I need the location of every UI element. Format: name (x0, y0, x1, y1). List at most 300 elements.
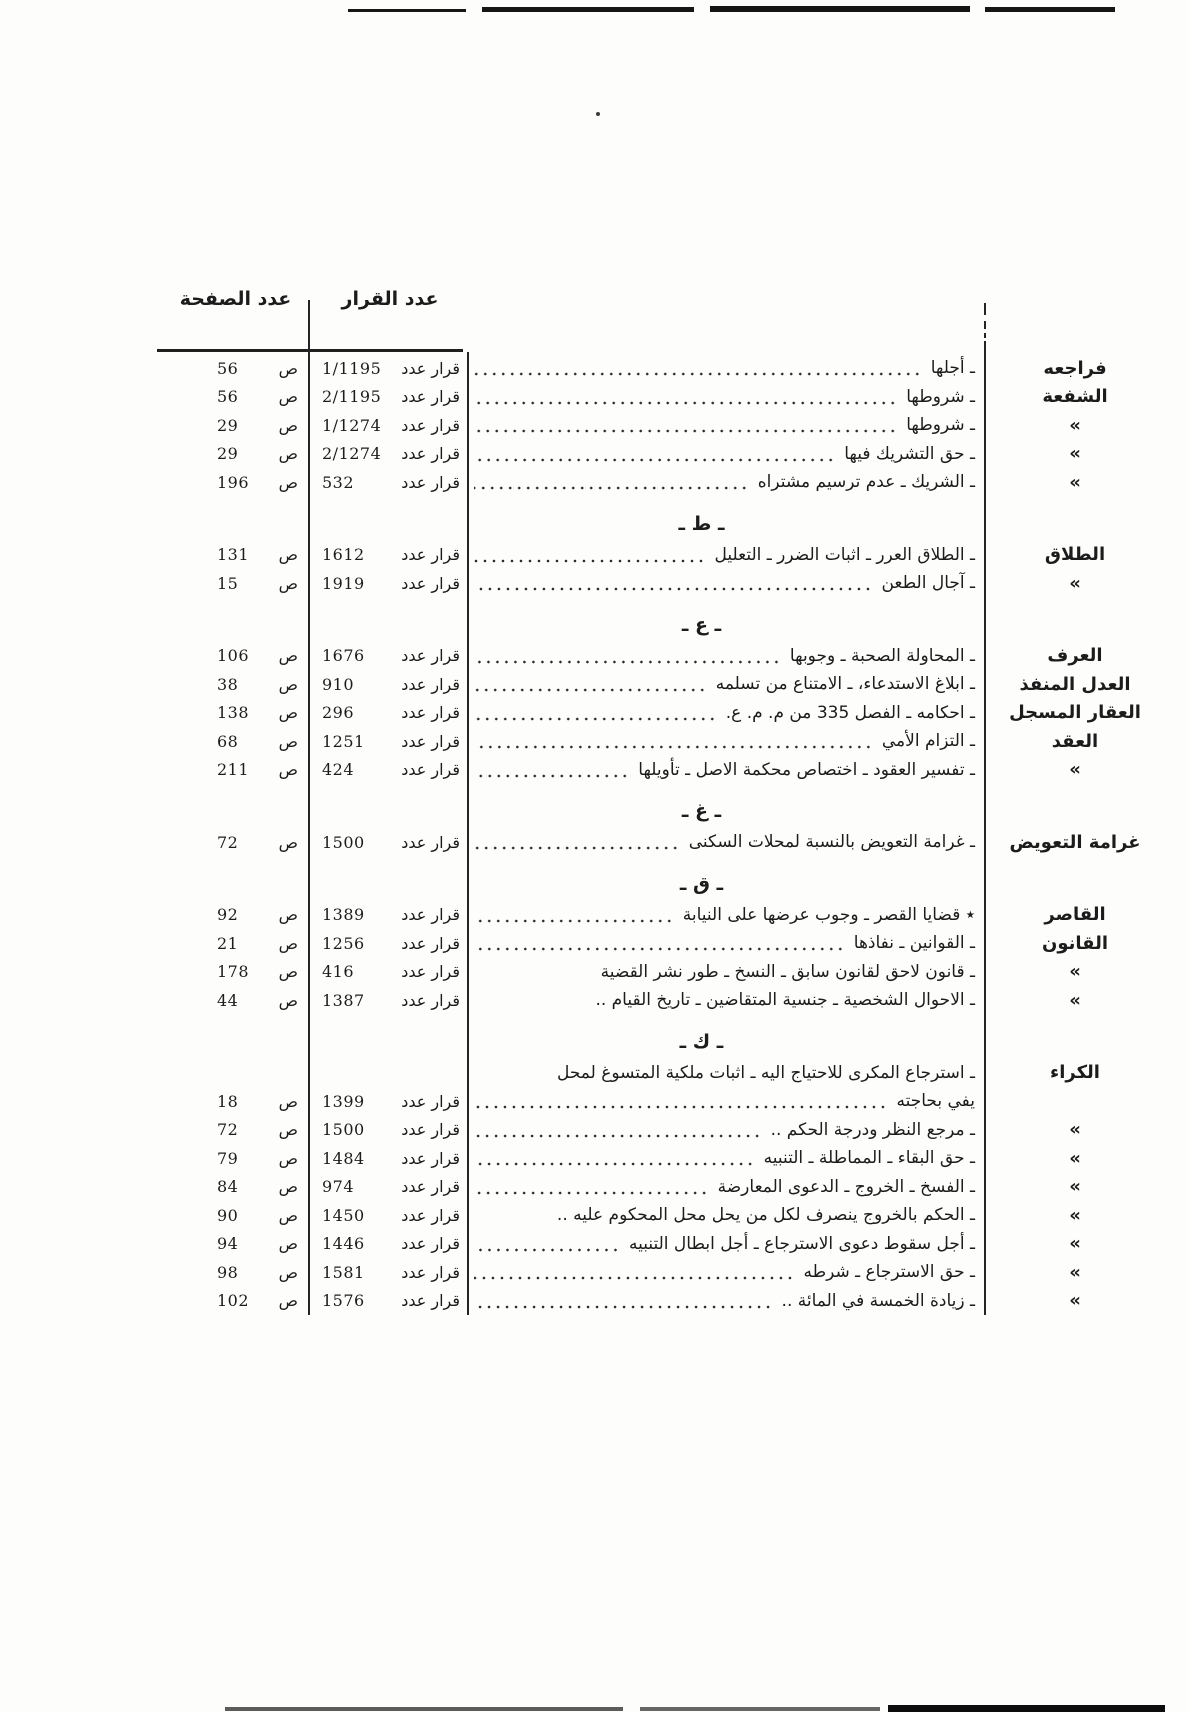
entry-text: ـ الاحوال الشخصية ـ جنسية المتقاضين ـ تاريخ القيام .. (595, 990, 975, 1011)
entry-cell (468, 756, 985, 785)
dotted-leader (474, 457, 835, 463)
decision-label: قرار عدد (401, 674, 460, 694)
category-label: » (1069, 1233, 1081, 1255)
table-row (159, 1201, 1165, 1230)
page-number: 211 (217, 760, 250, 780)
page-label: ص (278, 760, 298, 780)
decision-label: قرار عدد (401, 933, 460, 953)
page-cell (159, 1230, 312, 1259)
entry-cell (468, 1144, 985, 1173)
page-number: 44 (217, 990, 239, 1010)
decision-label: قرار عدد (401, 760, 460, 780)
decision-number: 1389 (322, 905, 365, 925)
section-row (159, 598, 1165, 642)
decision-label: قرار عدد (401, 1291, 460, 1311)
entry-text: ـ احكامه ـ الفصل 335 من م. م. ع. (725, 702, 975, 723)
decision-cell (312, 901, 468, 930)
page-label: ص (278, 832, 298, 852)
page-label: ص (278, 1091, 298, 1111)
page-number: 29 (217, 415, 239, 435)
section-letter: ـ ك ـ (679, 1030, 724, 1053)
page-number: 106 (217, 646, 250, 666)
entry-text: ـ تفسير العقود ـ اختصاص محكمة الاصل ـ تأويلها (638, 759, 975, 780)
page-cell (159, 901, 312, 930)
entry-cell (468, 1201, 985, 1230)
entry-text: ـ حق التشريك فيها (844, 443, 975, 464)
dotted-leader (474, 1247, 620, 1253)
table-row (159, 1087, 1165, 1116)
decision-number: 1/1274 (322, 415, 382, 435)
decision-label: قرار عدد (401, 962, 460, 982)
dotted-leader (474, 1161, 755, 1167)
category-cell (985, 986, 1165, 1015)
page-number: 196 (217, 472, 250, 492)
table-row (159, 440, 1165, 469)
category-cell (985, 1201, 1165, 1230)
table-row (159, 468, 1165, 497)
entry-text: ـ استرجاع المكرى للاحتياج اليه ـ اثبات ملكية المتسوغ لمحل (556, 1062, 975, 1083)
table-row (159, 929, 1165, 958)
category-label: العدل المنفذ (1019, 673, 1131, 695)
decision-cell (312, 468, 468, 497)
entry-text: ـ الطلاق العرر ـ اثبات الضرر ـ التعليل (714, 544, 975, 565)
dotted-leader (474, 400, 897, 406)
decision-number: 1256 (322, 933, 365, 953)
dotted-leader (474, 1133, 762, 1139)
page-number: 92 (217, 905, 239, 925)
category-label: القاصر (1044, 904, 1106, 926)
entry-cell (468, 642, 985, 671)
page-number: 29 (217, 444, 239, 464)
decision-number: 1387 (322, 990, 365, 1010)
category-label: » (1069, 572, 1081, 594)
decision-label: قرار عدد (401, 990, 460, 1010)
decision-label: قرار عدد (401, 444, 460, 464)
scan-artifact-bottom (640, 1707, 880, 1711)
table-row (159, 756, 1165, 785)
page-cell (159, 440, 312, 469)
page-number: 178 (217, 962, 250, 982)
decision-label: قرار عدد (401, 472, 460, 492)
dotted-leader (474, 1190, 709, 1196)
page-label: ص (278, 703, 298, 723)
entry-cell (468, 901, 985, 930)
category-cell (985, 958, 1165, 987)
entry-cell (468, 468, 985, 497)
entry-text: ـ ابلاغ الاستدعاء، ـ الامتناع من تسلمه (715, 674, 975, 695)
decision-label: قرار عدد (401, 1120, 460, 1140)
rule-entry-category-dash (984, 333, 986, 338)
decision-number: 974 (322, 1177, 355, 1197)
decision-cell (312, 699, 468, 728)
section-letter-wrap (468, 614, 985, 636)
table-row (159, 411, 1165, 440)
page-label: ص (278, 573, 298, 593)
table-row (159, 699, 1165, 728)
decision-cell (312, 440, 468, 469)
category-cell (985, 569, 1165, 598)
category-cell (985, 1087, 1165, 1116)
entry-text: ـ الشريك ـ عدم ترسيم مشتراه (757, 472, 975, 493)
table-row (159, 1258, 1165, 1287)
decision-number: 424 (322, 760, 355, 780)
page-label: ص (278, 990, 298, 1010)
table-body (159, 354, 1165, 1315)
decision-label: قرار عدد (401, 1091, 460, 1111)
entry-cell (468, 440, 985, 469)
page-label: ص (278, 1205, 298, 1225)
entry-text: ـ الحكم بالخروج ينصرف لكل من يحل محل المحكوم عليه .. (556, 1205, 975, 1226)
dotted-leader (474, 918, 674, 924)
decision-number: 1450 (322, 1205, 365, 1225)
category-cell (985, 411, 1165, 440)
decision-cell (312, 1116, 468, 1145)
page-label: ص (278, 933, 298, 953)
section-row (159, 1015, 1165, 1059)
entry-text: ـ مرجع النظر ودرجة الحكم .. (770, 1119, 975, 1140)
dotted-leader (474, 1275, 794, 1281)
category-label: الشفعة (1042, 386, 1108, 408)
entry-cell (468, 1287, 985, 1316)
decision-label: قرار عدد (401, 387, 460, 407)
category-cell (985, 727, 1165, 756)
category-cell (985, 1144, 1165, 1173)
page-number: 90 (217, 1205, 239, 1225)
decision-cell (312, 727, 468, 756)
page-cell (159, 468, 312, 497)
page-number: 138 (217, 703, 250, 723)
decision-label: قرار عدد (401, 1205, 460, 1225)
page-number: 21 (217, 933, 239, 953)
page-label: ص (278, 545, 298, 565)
category-cell (985, 1173, 1165, 1202)
category-cell (985, 541, 1165, 570)
category-label: » (1069, 1147, 1081, 1169)
scan-speck (596, 112, 600, 116)
decision-label: قرار عدد (401, 703, 460, 723)
entry-text: ـ آجال الطعن (881, 573, 975, 594)
decision-cell (312, 1087, 468, 1116)
section-row (159, 497, 1165, 541)
decision-number: 1576 (322, 1291, 365, 1311)
category-label: » (1069, 443, 1081, 465)
page-cell (159, 1201, 312, 1230)
decision-label: قرار عدد (401, 545, 460, 565)
category-cell (985, 383, 1165, 412)
category-label: فراجعه (1043, 357, 1107, 379)
scan-artifact-top (985, 7, 1115, 12)
decision-number: 416 (322, 962, 355, 982)
page-number: 15 (217, 573, 239, 593)
dotted-leader (474, 1104, 887, 1110)
decision-label: قرار عدد (401, 905, 460, 925)
decision-number: 1612 (322, 545, 365, 565)
page-cell (159, 569, 312, 598)
table-row (159, 569, 1165, 598)
entry-text: ـ شروطها (906, 386, 975, 407)
header-underline (157, 349, 463, 352)
page-number: 56 (217, 387, 239, 407)
page-cell (159, 642, 312, 671)
category-cell (985, 642, 1165, 671)
category-label: » (1069, 471, 1081, 493)
section-letter-wrap (468, 1031, 985, 1053)
decision-label: قرار عدد (401, 573, 460, 593)
page-label: ص (278, 646, 298, 666)
category-cell (985, 354, 1165, 383)
decision-cell (312, 569, 468, 598)
decision-cell (312, 929, 468, 958)
dotted-leader (474, 428, 897, 434)
decision-number: 1/1195 (322, 358, 382, 378)
entry-text: ـ قانون لاحق لقانون سابق ـ النسخ ـ طور نشر القضية (600, 961, 975, 982)
decision-number: 2/1274 (322, 444, 382, 464)
section-letter-wrap (468, 873, 985, 895)
decision-cell (312, 1201, 468, 1230)
page-number: 79 (217, 1148, 239, 1168)
decision-cell (312, 986, 468, 1015)
dotted-leader (474, 558, 705, 564)
decision-cell (312, 1144, 468, 1173)
entry-text: ـ حق البقاء ـ المماطلة ـ التنبيه (763, 1148, 975, 1169)
category-cell (985, 1059, 1165, 1088)
page-cell (159, 929, 312, 958)
table-row (159, 1287, 1165, 1316)
page-label: ص (278, 1234, 298, 1254)
entry-cell (468, 986, 985, 1015)
decision-number: 1446 (322, 1234, 365, 1254)
category-label: القانون (1041, 932, 1109, 954)
entry-cell (468, 383, 985, 412)
table-row (159, 1116, 1165, 1145)
entry-cell (468, 354, 985, 383)
dotted-leader (474, 659, 781, 665)
decision-number: 1484 (322, 1148, 365, 1168)
entry-text: ـ الفسخ ـ الخروج ـ الدعوى المعارضة (717, 1176, 975, 1197)
page-number: 84 (217, 1177, 239, 1197)
entry-cell (468, 1173, 985, 1202)
dotted-leader (474, 687, 707, 693)
page-label: ص (278, 1177, 298, 1197)
entry-cell (468, 1087, 985, 1116)
entry-text: ـ أجل سقوط دعوى الاسترجاع ـ أجل ابطال التنبيه (628, 1233, 975, 1254)
page-number: 68 (217, 731, 239, 751)
page-cell (159, 699, 312, 728)
page-label: ص (278, 905, 298, 925)
decision-number: 1500 (322, 1120, 365, 1140)
table-row (159, 1144, 1165, 1173)
entry-text: ـ غرامة التعويض بالنسبة لمحلات السكنى (688, 832, 975, 853)
decision-number: 1251 (322, 731, 365, 751)
decision-label: قرار عدد (401, 832, 460, 852)
page-label: ص (278, 1262, 298, 1282)
entry-cell (468, 1258, 985, 1287)
decision-number: 296 (322, 703, 355, 723)
decision-cell (312, 1059, 468, 1088)
category-label: » (1069, 1204, 1081, 1226)
decision-label: قرار عدد (401, 731, 460, 751)
page-cell (159, 986, 312, 1015)
table-row (159, 828, 1165, 857)
entry-text: ـ المحاولة الصحبة ـ وجوبها (789, 645, 975, 666)
decision-label: قرار عدد (401, 1262, 460, 1282)
category-cell (985, 1230, 1165, 1259)
decision-label: قرار عدد (401, 1177, 460, 1197)
decision-cell (312, 1173, 468, 1202)
dotted-leader (474, 1304, 773, 1310)
decision-number: 1919 (322, 573, 365, 593)
decision-cell (312, 411, 468, 440)
page-number: 72 (217, 1120, 239, 1140)
category-label: » (1069, 961, 1081, 983)
decision-cell (312, 958, 468, 987)
section-row (159, 857, 1165, 901)
decision-cell (312, 1230, 468, 1259)
table-row (159, 354, 1165, 383)
entry-cell (468, 1059, 985, 1088)
category-label: العقد (1051, 730, 1099, 752)
decision-label: قرار عدد (401, 1148, 460, 1168)
entry-text: ـ حق الاسترجاع ـ شرطه (803, 1262, 975, 1283)
category-cell (985, 440, 1165, 469)
decision-label: قرار عدد (401, 415, 460, 435)
dotted-leader (474, 946, 845, 952)
category-label: الكراء (1050, 1062, 1100, 1084)
category-cell (985, 468, 1165, 497)
decision-cell (312, 541, 468, 570)
dotted-leader (474, 485, 749, 491)
category-label: » (1069, 759, 1081, 781)
page-cell (159, 1144, 312, 1173)
decision-number: 1500 (322, 832, 365, 852)
entry-cell (468, 699, 985, 728)
page-label: ص (278, 1120, 298, 1140)
column-header-decision: عدد القرار (341, 288, 439, 310)
page-number: 18 (217, 1091, 239, 1111)
page-number: 131 (217, 545, 250, 565)
rule-entry-category-dash (984, 321, 986, 329)
page-cell (159, 828, 312, 857)
entry-text: ٭ قضايا القصر ـ وجوب عرضها على النيابة (682, 904, 975, 925)
entry-text: يفي بحاجته (896, 1091, 975, 1112)
page-cell (159, 1258, 312, 1287)
decision-cell (312, 1287, 468, 1316)
page-number: 38 (217, 674, 239, 694)
entry-text: ـ شروطها (906, 415, 975, 436)
page-number: 56 (217, 358, 239, 378)
entry-cell (468, 929, 985, 958)
entry-cell (468, 541, 985, 570)
entry-cell (468, 1116, 985, 1145)
page-number: 102 (217, 1291, 250, 1311)
page-label: ص (278, 674, 298, 694)
dotted-leader (474, 716, 717, 722)
decision-cell (312, 383, 468, 412)
entry-cell (468, 958, 985, 987)
dotted-leader (474, 371, 922, 377)
table-row (159, 383, 1165, 412)
table-row (159, 986, 1165, 1015)
page-cell (159, 383, 312, 412)
entry-cell (468, 670, 985, 699)
page-label: ص (278, 444, 298, 464)
category-label: العقار المسجل (1009, 702, 1141, 724)
dotted-leader (474, 586, 872, 592)
decision-cell (312, 354, 468, 383)
page-label: ص (278, 962, 298, 982)
decision-number: 1676 (322, 646, 365, 666)
rule-entry-category-dash (984, 303, 986, 315)
category-cell (985, 699, 1165, 728)
decision-label: قرار عدد (401, 358, 460, 378)
page-cell (159, 756, 312, 785)
entry-text: ـ التزام الأمي (881, 731, 975, 752)
decision-label: قرار عدد (401, 646, 460, 666)
page-cell (159, 354, 312, 383)
entry-cell (468, 411, 985, 440)
category-label: » (1069, 989, 1081, 1011)
table-row (159, 901, 1165, 930)
section-letter-wrap (468, 513, 985, 535)
decision-cell (312, 1258, 468, 1287)
entry-cell (468, 1230, 985, 1259)
dotted-leader (474, 845, 680, 851)
page-label: ص (278, 1148, 298, 1168)
entry-text: ـ أجلها (930, 358, 975, 379)
category-cell (985, 828, 1165, 857)
decision-number: 532 (322, 472, 355, 492)
section-letter: ـ ع ـ (681, 613, 722, 636)
entry-text: ـ زيادة الخمسة في المائة .. (781, 1290, 975, 1311)
category-label: غرامة التعويض (1009, 831, 1141, 853)
page-number: 72 (217, 832, 239, 852)
section-letter: ـ غ ـ (681, 800, 722, 822)
page-cell (159, 670, 312, 699)
entry-text: ـ القوانين ـ نفاذها (853, 933, 975, 954)
decision-number: 1581 (322, 1262, 365, 1282)
dotted-leader (474, 744, 873, 750)
category-cell (985, 901, 1165, 930)
category-label: » (1069, 414, 1081, 436)
category-label: » (1069, 1261, 1081, 1283)
table-row (159, 541, 1165, 570)
category-label: » (1069, 1176, 1081, 1198)
page-label: ص (278, 358, 298, 378)
page-label: ص (278, 415, 298, 435)
section-letter-wrap (468, 800, 985, 822)
category-cell (985, 929, 1165, 958)
category-cell (985, 670, 1165, 699)
category-label: » (1069, 1119, 1081, 1141)
page-number: 98 (217, 1262, 239, 1282)
table-row (159, 670, 1165, 699)
dotted-leader (474, 773, 629, 779)
decision-cell (312, 828, 468, 857)
table-row (159, 727, 1165, 756)
page-label: ص (278, 731, 298, 751)
page-cell (159, 1087, 312, 1116)
table-row (159, 1059, 1165, 1088)
table-row (159, 1230, 1165, 1259)
decision-cell (312, 642, 468, 671)
decision-cell (312, 670, 468, 699)
category-cell (985, 756, 1165, 785)
section-letter: ـ ق ـ (679, 872, 724, 895)
section-row (159, 784, 1165, 828)
category-cell (985, 1287, 1165, 1316)
table-row (159, 1173, 1165, 1202)
scan-artifact-top (710, 6, 970, 12)
